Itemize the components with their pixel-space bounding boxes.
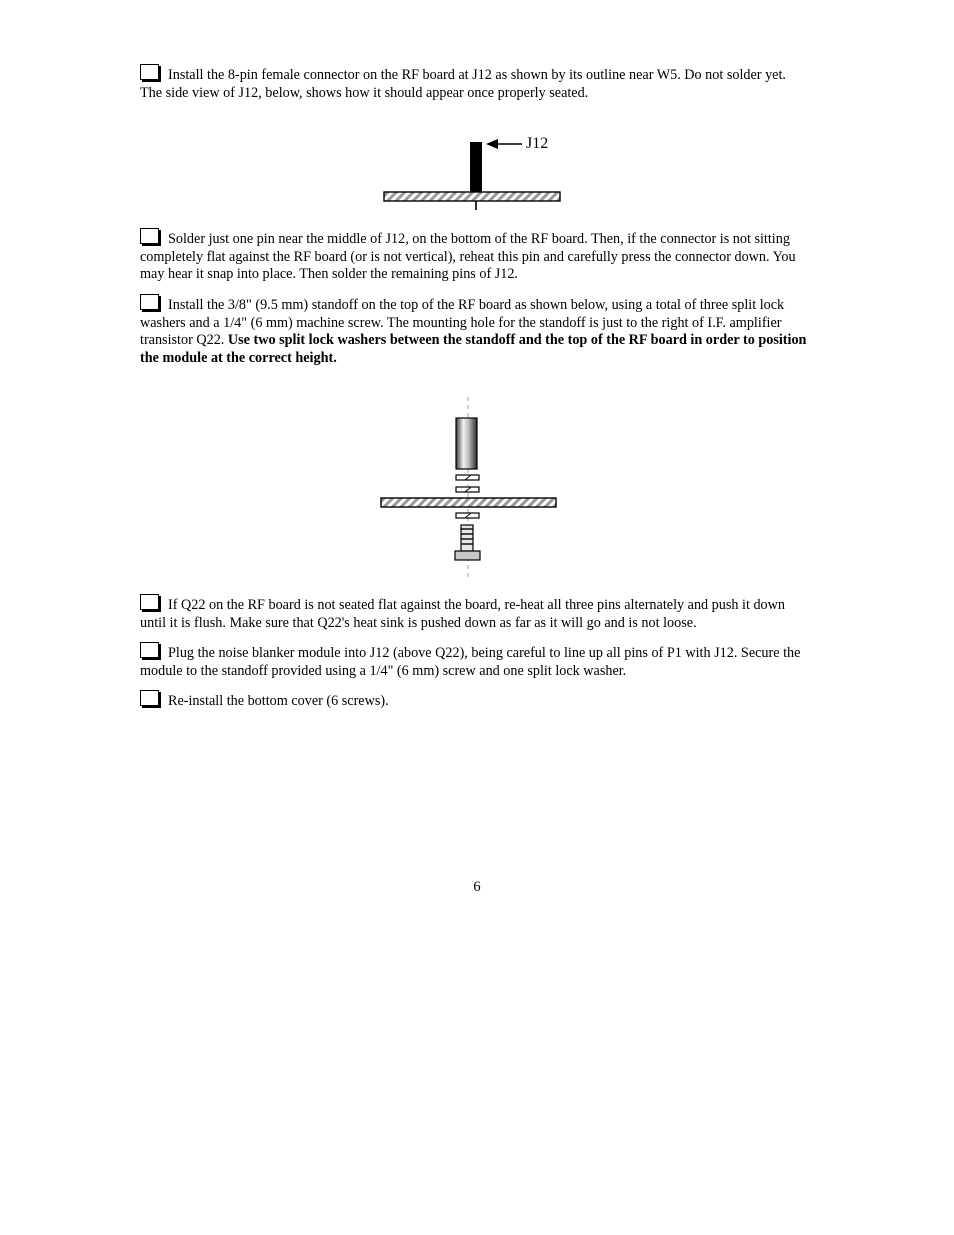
step-4-text: If Q22 on the RF board is not seated flat against the board, re-heat all three pins alternately and push it down until it is flush. Make sure that Q22's heat sink is pushed down as far as it will go and is not loose. — [140, 597, 785, 631]
standoff-assembly-diagram — [375, 395, 565, 580]
arrow-head-icon — [486, 139, 498, 149]
step-3-text: Install the 3/8" (9.5 mm) standoff on the top of the RF board as shown below, using a total of three split lock washers and a 1/4" (6 mm) machine screw. The mounting hole for the standoff is just to the right of I.F. amplifier transistor Q22. — [140, 297, 785, 348]
j12-connector — [470, 142, 482, 192]
j12-label: J12 — [526, 135, 549, 152]
step-5 — [140, 642, 810, 680]
standoff — [456, 418, 477, 469]
checkbox[interactable] — [140, 228, 159, 244]
step-6-text: Re-install the bottom cover (6 screws). — [168, 693, 389, 709]
step-3 — [140, 294, 810, 367]
checkbox[interactable] — [140, 594, 159, 610]
checkbox[interactable] — [140, 690, 159, 706]
step-2-text: Solder just one pin near the middle of J12, on the bottom of the RF board. Then, if the connector is not sitting completely flat against the RF board (or is not vertical), reheat this pin and carefully press the connector down. You may hear it snap into place. Then solder the remaining pins of J12. — [140, 231, 796, 282]
step-4 — [140, 594, 810, 632]
step-3-bold-text: Use two split lock washers between the standoff and the top of the RF board in order to position the module at the correct height. — [140, 332, 807, 366]
checkbox[interactable] — [140, 642, 159, 658]
lock-washer-top-1 — [456, 475, 479, 480]
step-5-text: Plug the noise blanker module into J12 (above Q22), being careful to line up all pins of P1 with J12. Secure the module to the standoff provided using a 1/4" (6 mm) screw and one split lock washer. — [140, 645, 801, 679]
rf-board — [381, 498, 556, 507]
lock-washer-top-2 — [456, 487, 479, 492]
machine-screw — [455, 525, 480, 560]
step-2 — [140, 228, 810, 284]
checkbox[interactable] — [140, 64, 159, 80]
step-6 — [140, 690, 810, 711]
step-1-text: Install the 8-pin female connector on the RF board at J12 as shown by its outline near W5. Do not solder yet. The side view of J12, below, shows how it should appear once properly seated. — [140, 67, 786, 101]
rf-board — [384, 192, 560, 201]
checkbox[interactable] — [140, 294, 159, 310]
step-1 — [140, 64, 810, 102]
j12-side-view-diagram — [380, 130, 570, 215]
page-number: 6 — [473, 879, 481, 895]
lock-washer-bottom — [456, 513, 479, 518]
